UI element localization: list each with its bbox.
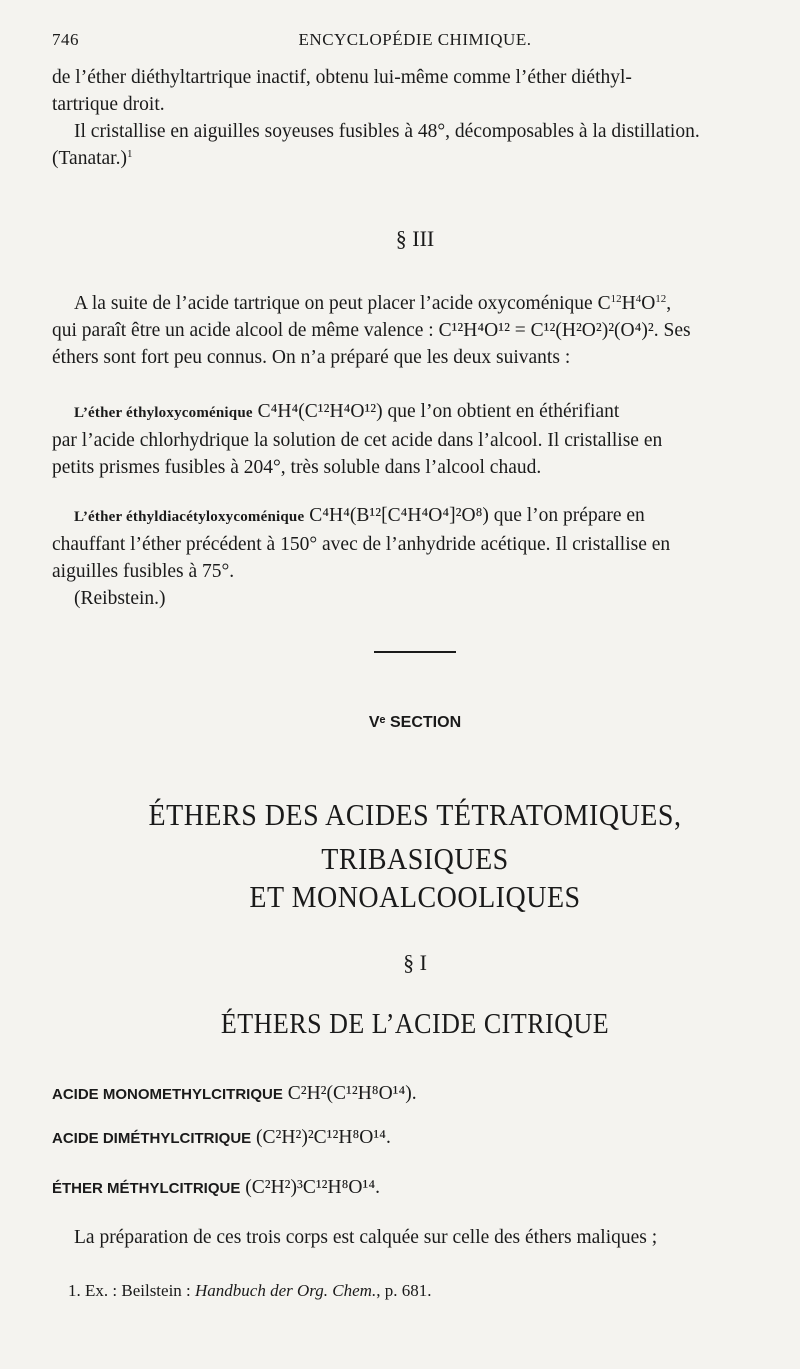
text-line: éthers sont fort peu connus. On n’a préparé que les deux suivants : [52, 347, 571, 368]
intro-paragraph [52, 64, 778, 172]
author-citation: (Tanatar.) [52, 148, 127, 169]
section-heading-3: § III [395, 226, 435, 251]
text-line: qui paraît être un acide alcool de même valence : C¹²H⁴O¹² = C¹²(H²O²)²(O⁴)². Ses [52, 320, 691, 341]
section-label: Vᵉ SECTION [368, 714, 462, 731]
sup: 4 [635, 293, 642, 305]
closing-paragraph [52, 1224, 778, 1251]
text-span: O [641, 293, 656, 314]
text-span: A la suite de l’acide tartrique on peut placer l’acide oxycoménique C [74, 293, 611, 314]
text-line: La préparation de ces trois corps est calquée sur celle des éthers maliques ; [74, 1227, 658, 1248]
section-title-line-2: ET MONOALCOOLIQUES [249, 880, 581, 915]
compound-formula: C⁴H⁴(C¹²H⁴O¹²) [257, 401, 383, 422]
footnote-text: Ex. : Beilstein : [85, 1281, 191, 1300]
compound-formula: C⁴H⁴(B¹²[C⁴H⁴O⁴]²O⁸) [309, 505, 489, 526]
page-number: 746 [52, 30, 79, 49]
sup: 12 [655, 293, 667, 305]
ether-ethyloxycomenique-paragraph [52, 398, 778, 481]
subsection-title: ÉTHERS DE L’ACIDE CITRIQUE [220, 1007, 610, 1040]
text-span: que l’on prépare en [493, 505, 645, 526]
section-title-line-1: ÉTHERS DES ACIDES TÉTRATOMIQUES, TRIBASIQUES [148, 798, 682, 877]
compound-formula: C²H²(C¹²H⁸O¹⁴). [287, 1083, 417, 1104]
subsection-heading: § I [403, 950, 427, 975]
ether-ethyldiacetyl-paragraph [52, 502, 778, 612]
compound-name: ACIDE MONOMETHYLCITRIQUE [52, 1086, 283, 1103]
text-line [52, 290, 778, 317]
section-divider [374, 651, 456, 653]
text-line: (Reibstein.) [74, 588, 166, 609]
footnote [68, 1280, 768, 1302]
footnote-work-title: Handbuch der Org. Chem. [195, 1281, 377, 1300]
text-line: Il cristallise en aiguilles soyeuses fusibles à 48°, décomposables à la distillation. [74, 121, 700, 142]
footnote-mark[interactable]: 1 [126, 148, 133, 160]
footnote-number: 1. [68, 1281, 81, 1300]
text-line [52, 1080, 778, 1108]
text-line: chauffant l’éther précédent à 150° avec de l’anhydride acétique. Il cristallise en [52, 534, 671, 555]
text-span: que l’on obtient en éthérifiant [387, 401, 620, 422]
text-line [52, 398, 778, 427]
text-line: aiguilles fusibles à 75°. [52, 561, 235, 582]
text-line [52, 1124, 778, 1152]
compound-name: ACIDE DIMÉTHYLCITRIQUE [52, 1130, 252, 1147]
page [52, 0, 778, 1369]
compound-formula: (C²H²)³C¹²H⁸O¹⁴. [245, 1177, 381, 1198]
text-line: par l’acide chlorhydrique la solution de cet acide dans l’alcool. Il cristallise en [52, 430, 663, 451]
compound-3 [52, 1174, 778, 1202]
text-line: petits prismes fusibles à 204°, très soluble dans l’alcool chaud. [52, 457, 542, 478]
text-line [52, 502, 778, 531]
compound-name: L’éther éthyloxycoménique [74, 405, 253, 421]
text-line [52, 1174, 778, 1202]
oxycomenic-paragraph [52, 290, 778, 371]
running-title: ENCYCLOPÉDIE CHIMIQUE. [298, 30, 532, 49]
text-line: de l’éther diéthyltartrique inactif, obtenu lui-même comme l’éther diéthyl- [52, 67, 632, 88]
compound-name: ÉTHER MÉTHYLCITRIQUE [52, 1180, 241, 1197]
footnote-page: , p. 681. [376, 1281, 432, 1300]
text-span: H [621, 293, 636, 314]
compound-2 [52, 1124, 778, 1152]
compound-1 [52, 1080, 778, 1108]
text-line: tartrique droit. [52, 94, 165, 115]
compound-formula: (C²H²)²C¹²H⁸O¹⁴. [256, 1127, 391, 1148]
running-head [52, 30, 778, 52]
text-span: , [666, 293, 672, 314]
section-title [52, 798, 778, 918]
sup: 12 [610, 293, 622, 305]
compound-name: L’éther éthyldiacétyloxycoménique [74, 509, 305, 525]
text-line [52, 145, 778, 172]
